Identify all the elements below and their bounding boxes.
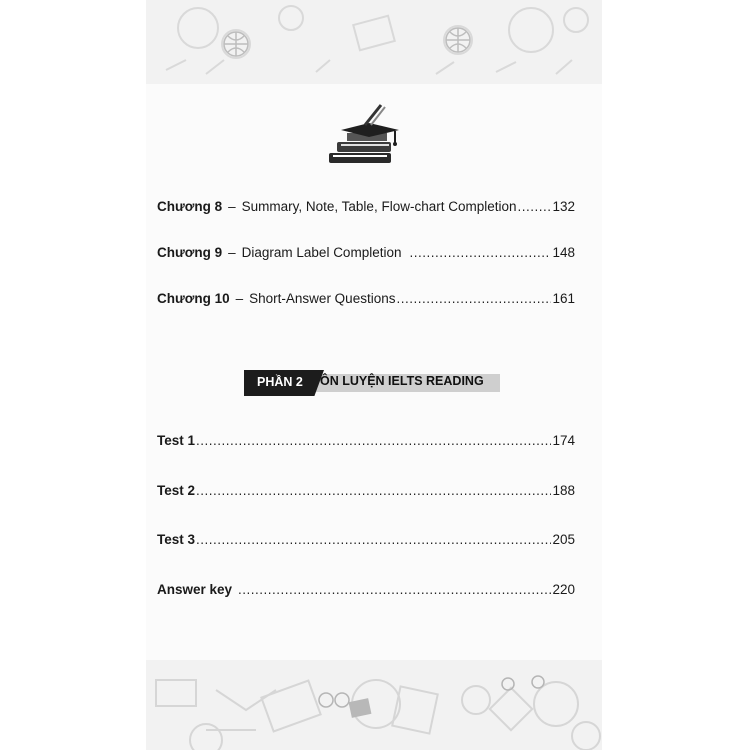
dot-leader — [196, 483, 551, 498]
separator: – — [228, 199, 236, 214]
section-title: ÔN LUYỆN IELTS READING — [320, 374, 484, 388]
chapter-title: Diagram Label Completion — [241, 245, 402, 260]
page-number: 161 — [552, 291, 575, 306]
chapter-label: Chương 8 — [157, 199, 223, 214]
toc-entry-chuong-9[interactable] — [157, 245, 575, 267]
dot-leader — [409, 245, 551, 260]
graduation-cap-books-icon — [325, 103, 405, 167]
chapter-label: Chương 10 — [157, 291, 230, 306]
page-number: 174 — [552, 433, 575, 448]
section-tag-label: PHẦN 2 — [257, 375, 303, 389]
page-number: 188 — [552, 483, 575, 498]
doodle-pattern-icon — [146, 660, 602, 750]
dot-leader — [196, 532, 551, 547]
page-number: 132 — [552, 199, 575, 214]
chapter-title: Short-Answer Questions — [249, 291, 396, 306]
test-label: Test 1 — [157, 433, 196, 448]
test-label: Test 3 — [157, 532, 196, 547]
toc-entry-test-1[interactable] — [157, 433, 575, 455]
page-number: 148 — [552, 245, 575, 260]
test-label: Test 2 — [157, 483, 196, 498]
separator: – — [235, 291, 244, 306]
dot-leader — [396, 291, 551, 306]
decorative-pattern-top — [146, 0, 602, 84]
toc-entry-answer-key[interactable] — [157, 582, 575, 604]
toc-entry-test-2[interactable] — [157, 483, 575, 505]
page-number: 205 — [552, 532, 575, 547]
dot-leader — [238, 582, 551, 597]
dot-leader — [518, 199, 552, 214]
page-number: 220 — [552, 582, 575, 597]
toc-entry-test-3[interactable] — [157, 532, 575, 554]
chapter-title: Summary, Note, Table, Flow-chart Completion — [241, 199, 517, 214]
decorative-pattern-bottom — [146, 660, 602, 750]
separator: – — [228, 245, 236, 260]
test-label: Answer key — [157, 582, 233, 597]
doodle-pattern-icon — [146, 0, 602, 84]
toc-entry-chuong-10[interactable] — [157, 291, 575, 313]
dot-leader — [196, 433, 551, 448]
toc-entry-chuong-8[interactable] — [157, 199, 575, 221]
chapter-label: Chương 9 — [157, 245, 223, 260]
section-header — [244, 370, 500, 396]
